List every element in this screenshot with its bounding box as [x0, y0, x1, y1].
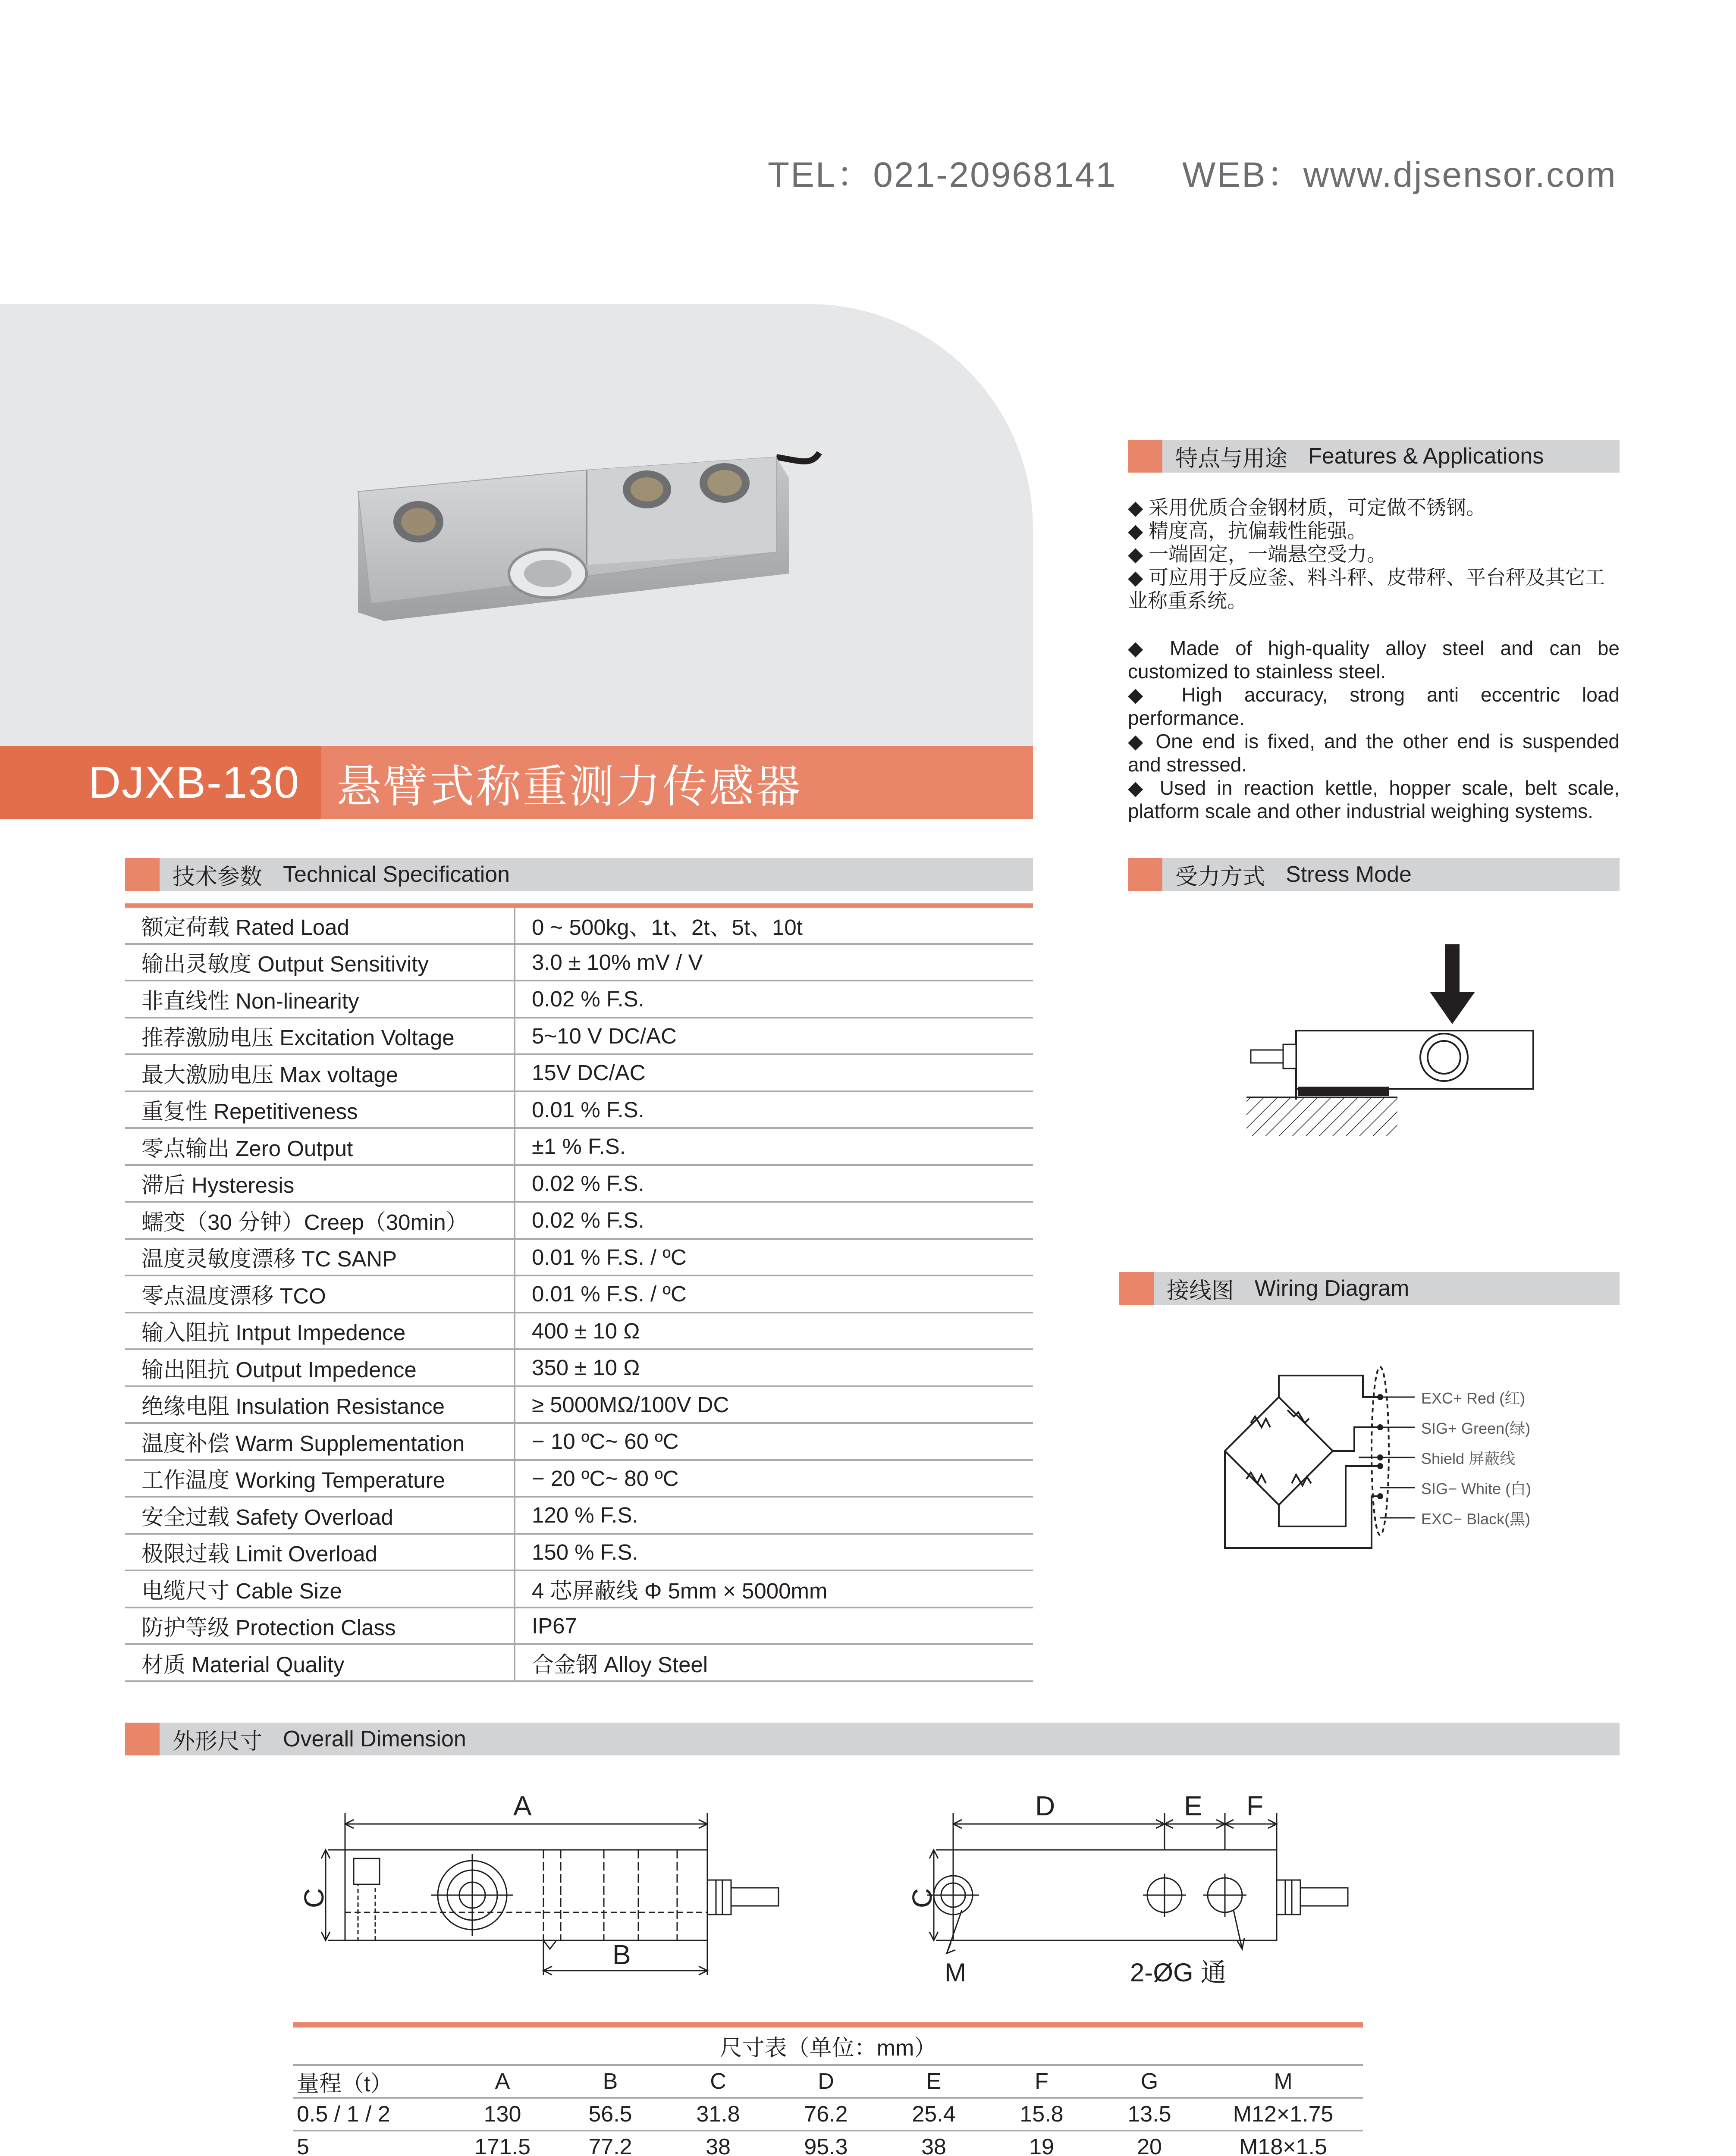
- spec-row: [125, 1424, 1033, 1461]
- section-marker: [125, 858, 160, 891]
- dimension-section-header: [125, 1723, 1620, 1755]
- section-title-en: Overall Dimension: [283, 1727, 466, 1752]
- section-marker: [1119, 1272, 1154, 1305]
- spec-label: 极限过载 Limit Overload: [125, 1535, 515, 1570]
- beam-outline: [1296, 1031, 1533, 1089]
- dim-label-b: B: [612, 1939, 631, 1970]
- spec-row: [125, 1092, 1033, 1129]
- spec-value: − 20 ºC~ 80 ºC: [532, 1466, 679, 1491]
- spec-value: 0.02 % F.S.: [532, 1208, 644, 1233]
- dimension-header-cell: D: [818, 2069, 834, 2094]
- dimension-cell: 0.5 / 1 / 2: [297, 2102, 390, 2127]
- dimension-cell: 5: [297, 2134, 309, 2156]
- wiring-section-header: [1119, 1272, 1620, 1305]
- dimension-header-cell: 量程（t）: [297, 2071, 393, 2096]
- spec-row: [125, 1498, 1033, 1535]
- dim-label-g: 2-ØG 通: [1130, 1958, 1227, 1987]
- spec-label: 零点温度漂移 TCO: [125, 1276, 515, 1312]
- spec-value: 5~10 V DC/AC: [532, 1023, 677, 1048]
- dimension-cell: 95.3: [804, 2134, 848, 2156]
- feature-en: ◆ Made of high-quality alloy steel and can be customized to stainless steel.: [1128, 637, 1620, 683]
- dimension-cell: 15.8: [1020, 2102, 1064, 2127]
- spec-label: 输出阻抗 Output Impedence: [125, 1350, 515, 1385]
- spec-row: [125, 1240, 1033, 1277]
- dimension-cell: M12×1.75: [1233, 2102, 1334, 2127]
- dimension-header-cell: G: [1140, 2069, 1158, 2094]
- feature-en: ◆ High accuracy, strong anti eccentric load performance.: [1128, 683, 1620, 729]
- dimension-header-cell: M: [1274, 2069, 1293, 2094]
- spec-label: 绝缘电阻 Insulation Resistance: [125, 1387, 515, 1423]
- dimension-cell: 20: [1137, 2134, 1162, 2156]
- section-title-en: Stress Mode: [1286, 862, 1412, 887]
- spec-value: 0.01 % F.S.: [532, 1097, 644, 1122]
- dim-label-m: M: [945, 1958, 966, 1987]
- feature-zh: ◆ 精度高，抗偏载性能强。: [1128, 520, 1367, 542]
- spec-row: [125, 1608, 1033, 1645]
- spec-row: [125, 1129, 1033, 1166]
- features-section-header: [1128, 440, 1620, 473]
- dimension-cell: 56.5: [588, 2102, 632, 2127]
- dim-label-d: D: [1035, 1790, 1055, 1821]
- spec-row: [125, 945, 1033, 982]
- fixed-support: [1246, 1097, 1397, 1136]
- dimension-cell: 76.2: [804, 2102, 848, 2127]
- spec-value: 4 芯屏蔽线 Φ 5mm × 5000mm: [532, 1578, 828, 1603]
- spec-value: ±1 % F.S.: [532, 1134, 626, 1159]
- section-title-zh: 接线图: [1167, 1278, 1234, 1304]
- dim-label-f: F: [1246, 1790, 1264, 1821]
- spec-value: 3.0 ± 10% mV / V: [532, 950, 703, 975]
- product-photo: [345, 440, 845, 630]
- dim-label-c: C: [298, 1888, 330, 1908]
- spec-label: 额定荷载 Rated Load: [125, 908, 515, 943]
- spec-label: 重复性 Repetitiveness: [125, 1092, 515, 1128]
- spec-value: 120 % F.S.: [532, 1503, 638, 1528]
- spec-value: 150 % F.S.: [532, 1539, 638, 1564]
- spec-label: 材质 Material Quality: [125, 1645, 515, 1680]
- spec-value: 0.01 % F.S. / ºC: [532, 1244, 687, 1269]
- feature-en: ◆ Used in reaction kettle, hopper scale, belt scale, platform scale and other industrial weighing systems.: [1128, 777, 1620, 822]
- dimension-row: [293, 2099, 1363, 2131]
- spec-row: [125, 1350, 1033, 1387]
- spec-label: 零点输出 Zero Output: [125, 1129, 515, 1164]
- dim-label-c2: C: [907, 1888, 938, 1908]
- section-marker: [1128, 440, 1162, 473]
- wire-exc-plus: EXC+ Red (红): [1421, 1389, 1526, 1407]
- dimension-cell: 38: [706, 2134, 731, 2156]
- spec-label: 蠕变（30 分钟）Creep（30min）: [125, 1203, 515, 1238]
- spec-row: [125, 1203, 1033, 1240]
- dim-label-a: A: [513, 1790, 532, 1821]
- spec-label: 滞后 Hysteresis: [125, 1166, 515, 1201]
- section-marker: [1128, 858, 1162, 891]
- product-model: DJXB-130: [0, 746, 321, 819]
- section-title-en: Technical Specification: [283, 862, 510, 887]
- features-list: [1128, 496, 1620, 823]
- section-marker: [125, 1723, 160, 1755]
- dimension-header-cell: E: [926, 2069, 942, 2094]
- top-view-drawing: [863, 1789, 1380, 1988]
- dimension-table-caption: 尺寸表（单位：mm）: [293, 2028, 1363, 2066]
- web-link[interactable]: WEB：www.djsensor.com: [1182, 155, 1617, 194]
- wire-sig-minus: SIG− White (白): [1421, 1480, 1532, 1498]
- spec-value: 合金钢 Alloy Steel: [532, 1652, 708, 1677]
- dimension-header-cell: B: [603, 2069, 618, 2094]
- spec-row: [125, 1387, 1033, 1424]
- section-title-en: Features & Applications: [1308, 444, 1544, 469]
- dimension-header-cell: C: [710, 2069, 726, 2094]
- spec-row: [125, 1535, 1033, 1572]
- tel-text: TEL：021-20968141: [768, 155, 1117, 194]
- spec-label: 非直线性 Non-linearity: [125, 981, 515, 1017]
- section-title-zh: 特点与用途: [1175, 446, 1288, 471]
- spec-value: ≥ 5000MΩ/100V DC: [532, 1392, 729, 1417]
- load-arrow-shaft: [1445, 944, 1460, 996]
- spec-label: 推荐激励电压 Excitation Voltage: [125, 1018, 515, 1054]
- stress-section-header: [1128, 858, 1620, 891]
- spec-row: [125, 1645, 1033, 1682]
- spec-label: 温度补偿 Warm Supplementation: [125, 1424, 515, 1459]
- dimension-cell: 130: [483, 2102, 521, 2127]
- spec-table: [125, 903, 1033, 1682]
- spec-section-header: [125, 858, 1033, 891]
- spec-label: 输出灵敏度 Output Sensitivity: [125, 945, 515, 980]
- spec-label: 工作温度 Working Temperature: [125, 1461, 515, 1496]
- wire-shield: Shield 屏蔽线: [1421, 1450, 1516, 1467]
- dimension-cell: 31.8: [696, 2102, 740, 2127]
- wire-exc-minus: EXC− Black(黑): [1421, 1510, 1531, 1528]
- feature-zh: ◆ 可应用于反应釜、料斗秤、皮带秤、平台秤及其它工业称重系统。: [1128, 566, 1605, 612]
- spec-value: − 10 ºC~ 60 ºC: [532, 1429, 679, 1454]
- spec-row: [125, 1571, 1033, 1608]
- stress-mode-diagram: [1242, 944, 1544, 1151]
- spec-value: 0.01 % F.S. / ºC: [532, 1282, 687, 1307]
- spec-label: 温度灵敏度漂移 TC SANP: [125, 1240, 515, 1275]
- spec-value: 400 ± 10 Ω: [532, 1318, 640, 1343]
- section-title-zh: 技术参数: [173, 864, 263, 890]
- spec-row: [125, 981, 1033, 1018]
- feature-zh: ◆ 采用优质合金钢材质，可定做不锈钢。: [1128, 496, 1486, 519]
- dimension-table-header: [293, 2066, 1363, 2099]
- dimension-cell: 38: [921, 2134, 946, 2156]
- spec-row: [125, 1018, 1033, 1056]
- dimension-table: [293, 2022, 1363, 2156]
- spec-row: [125, 1461, 1033, 1498]
- spec-row: [125, 1313, 1033, 1351]
- dimension-cell: M18×1.5: [1239, 2134, 1327, 2156]
- spec-value: IP67: [532, 1613, 577, 1638]
- product-name: 悬臂式称重测力传感器: [336, 762, 803, 812]
- spec-row: [125, 908, 1033, 945]
- wire-sig-plus: SIG+ Green(绿): [1421, 1420, 1531, 1437]
- dimension-cell: 77.2: [588, 2134, 632, 2156]
- spec-label: 输入阻抗 Intput Impedence: [125, 1313, 515, 1349]
- section-title-zh: 外形尺寸: [173, 1729, 263, 1754]
- spec-value: 0.02 % F.S.: [532, 1171, 644, 1196]
- section-title-zh: 受力方式: [1175, 864, 1265, 890]
- spec-row: [125, 1166, 1033, 1203]
- wiring-diagram: [1216, 1363, 1561, 1565]
- spec-value: 0 ~ 500kg、1t、2t、5t、10t: [532, 915, 803, 940]
- spec-label: 防护等级 Protection Class: [125, 1608, 515, 1644]
- dimension-cell: 171.5: [474, 2134, 531, 2156]
- feature-zh: ◆ 一端固定，一端悬空受力。: [1128, 543, 1387, 565]
- side-view-drawing: [298, 1789, 798, 1988]
- load-arrow-head: [1430, 992, 1475, 1024]
- spec-value: 350 ± 10 Ω: [532, 1355, 640, 1380]
- spec-value: 15V DC/AC: [532, 1060, 646, 1085]
- spec-row: [125, 1055, 1033, 1092]
- dimension-cell: 13.5: [1127, 2102, 1171, 2127]
- dimension-cell: 19: [1029, 2134, 1054, 2156]
- feature-en: ◆ One end is fixed, and the other end is suspended and stressed.: [1128, 730, 1620, 776]
- contact-header: [768, 147, 1617, 197]
- spec-label: 电缆尺寸 Cable Size: [125, 1571, 515, 1607]
- spec-value: 0.02 % F.S.: [532, 987, 644, 1012]
- spec-label: 安全过载 Safety Overload: [125, 1498, 515, 1533]
- dimension-row: [293, 2131, 1363, 2156]
- dim-label-e: E: [1184, 1790, 1202, 1821]
- dimension-header-cell: A: [495, 2069, 510, 2094]
- section-title-en: Wiring Diagram: [1255, 1276, 1410, 1301]
- dimension-cell: 25.4: [912, 2102, 956, 2127]
- spec-label: 最大激励电压 Max voltage: [125, 1055, 515, 1091]
- dimension-header-cell: F: [1035, 2069, 1049, 2094]
- spec-row: [125, 1276, 1033, 1313]
